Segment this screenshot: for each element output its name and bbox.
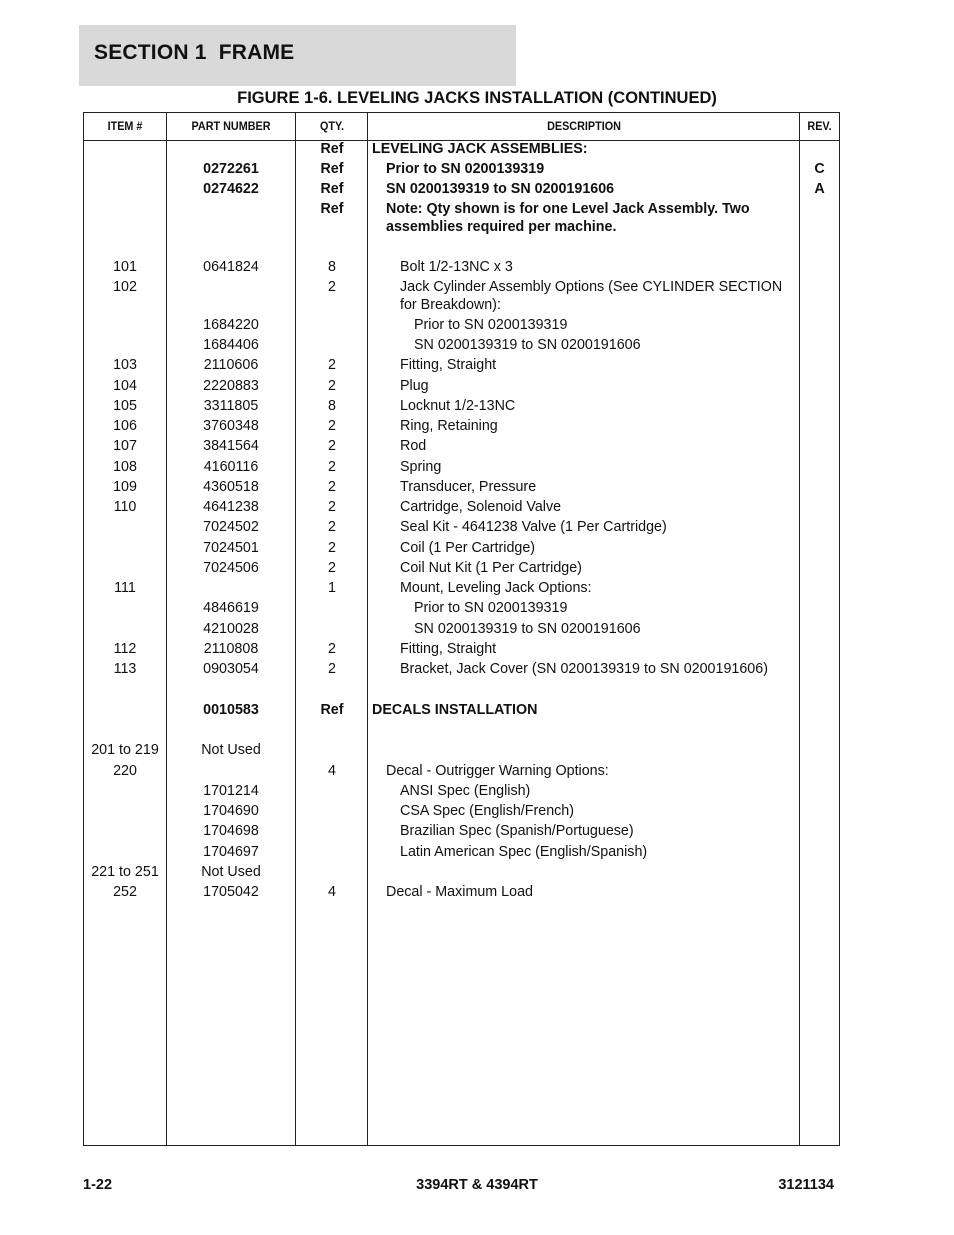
item-number: 103 (113, 357, 137, 373)
description: LEVELING JACK ASSEMBLIES: (372, 141, 588, 157)
item-number: 108 (113, 459, 137, 475)
part-number: 1704697 (203, 844, 259, 860)
description: Seal Kit - 4641238 Valve (1 Per Cartridge) (400, 519, 667, 535)
description: Prior to SN 0200139319 (386, 161, 545, 177)
document-number: 3121134 (778, 1177, 834, 1193)
part-number: 0010583 (203, 702, 259, 718)
part-number: 1704698 (203, 823, 259, 839)
item-number: 112 (113, 641, 137, 657)
part-number: Not Used (201, 864, 261, 880)
item-number: 107 (113, 438, 137, 454)
parts-table (83, 112, 840, 1146)
part-number: 7024506 (203, 560, 259, 576)
header-rev: REV. (807, 119, 832, 133)
description: Bolt 1/2-13NC x 3 (400, 259, 513, 275)
section-header (79, 25, 516, 86)
part-number: 1704690 (203, 803, 259, 819)
item-number: 110 (113, 499, 137, 515)
description: Note: Qty shown is for one Level Jack Assembly. Two assemblies required per machine. (386, 201, 750, 235)
quantity: Ref (320, 161, 344, 177)
quantity: 2 (328, 378, 336, 394)
description: SN 0200139319 to SN 0200191606 (414, 621, 641, 637)
quantity: 2 (328, 540, 336, 556)
column-divider (799, 113, 800, 1145)
description: Cartridge, Solenoid Valve (400, 499, 562, 515)
description: Latin American Spec (English/Spanish) (400, 844, 648, 860)
description: Rod (400, 438, 427, 454)
item-number: 252 (113, 884, 137, 900)
description: CSA Spec (English/French) (400, 803, 575, 819)
item-number: 105 (113, 398, 137, 414)
item-number: 102 (113, 279, 137, 295)
description: DECALS INSTALLATION (372, 702, 538, 718)
quantity: 2 (328, 519, 336, 535)
header-qty: QTY. (319, 119, 344, 133)
description: SN 0200139319 to SN 0200191606 (386, 181, 615, 197)
description: Decal - Maximum Load (386, 884, 533, 900)
part-number: 7024501 (203, 540, 259, 556)
part-number: 4360518 (203, 479, 259, 495)
part-number: 4641238 (203, 499, 259, 515)
part-number: 2220883 (203, 378, 259, 394)
part-number: 0272261 (203, 161, 259, 177)
part-number: 1701214 (203, 783, 259, 799)
page-number: 1-22 (83, 1177, 113, 1193)
quantity: 2 (328, 438, 336, 454)
part-number: 1684406 (203, 337, 259, 353)
quantity: 1 (328, 580, 336, 596)
description: Coil (1 Per Cartridge) (400, 540, 536, 556)
figure-title: FIGURE 1-6. LEVELING JACKS INSTALLATION (CONTINUED) (237, 89, 717, 107)
quantity: 2 (328, 418, 336, 434)
model-name: 3394RT & 4394RT (416, 1177, 538, 1193)
revision: A (814, 181, 825, 197)
item-number: 101 (113, 259, 137, 275)
description: Plug (400, 378, 429, 394)
part-number: 2110606 (203, 357, 259, 373)
description: Locknut 1/2-13NC (400, 398, 516, 414)
item-number: 106 (113, 418, 137, 434)
section-title: SECTION 1 FRAME (94, 41, 295, 64)
part-number: 4210028 (203, 621, 259, 637)
quantity: 4 (328, 763, 336, 779)
revision: C (814, 161, 825, 177)
description: Bracket, Jack Cover (SN 0200139319 to SN 0200191606) (400, 661, 768, 677)
quantity: Ref (320, 702, 344, 718)
part-number: 3841564 (203, 438, 259, 454)
header-description: DESCRIPTION (547, 119, 621, 133)
part-number: 1705042 (203, 884, 259, 900)
item-number: 201 to 219 (91, 742, 159, 758)
description: Fitting, Straight (400, 357, 497, 373)
part-number: 0274622 (203, 181, 259, 197)
quantity: Ref (320, 141, 344, 157)
part-number: 7024502 (203, 519, 259, 535)
quantity: 2 (328, 459, 336, 475)
description: Fitting, Straight (400, 641, 497, 657)
part-number: 4160116 (203, 459, 259, 475)
quantity: 2 (328, 479, 336, 495)
quantity: 2 (328, 499, 336, 515)
header-part-number: PART NUMBER (191, 119, 271, 133)
part-number: 0641824 (203, 259, 259, 275)
item-number: 113 (113, 661, 137, 677)
part-number: Not Used (201, 742, 261, 758)
part-number: 2110808 (203, 641, 259, 657)
part-number: 3311805 (203, 398, 259, 414)
description: Prior to SN 0200139319 (414, 600, 568, 616)
description: SN 0200139319 to SN 0200191606 (414, 337, 641, 353)
description: Jack Cylinder Assembly Options (See CYLINDER SECTION for Breakdown): (400, 279, 783, 313)
part-number: 4846619 (203, 600, 259, 616)
part-number: 1684220 (203, 317, 259, 333)
part-number: 3760348 (203, 418, 259, 434)
quantity: Ref (320, 201, 344, 217)
quantity: 2 (328, 279, 336, 295)
quantity: Ref (320, 181, 344, 197)
item-number: 104 (113, 378, 137, 394)
quantity: 2 (328, 641, 336, 657)
header-item: ITEM # (107, 119, 143, 133)
part-number: 0903054 (203, 661, 259, 677)
quantity: 2 (328, 560, 336, 576)
description: Spring (400, 459, 442, 475)
description: ANSI Spec (English) (400, 783, 531, 799)
quantity: 8 (328, 259, 336, 275)
description: Prior to SN 0200139319 (414, 317, 568, 333)
quantity: 4 (328, 884, 336, 900)
description: Ring, Retaining (400, 418, 498, 434)
quantity: 2 (328, 357, 336, 373)
description: Mount, Leveling Jack Options: (400, 580, 592, 596)
item-number: 220 (113, 763, 137, 779)
quantity: 2 (328, 661, 336, 677)
item-number: 221 to 251 (91, 864, 159, 880)
description: Brazilian Spec (Spanish/Portuguese) (400, 823, 634, 839)
quantity: 8 (328, 398, 336, 414)
item-number: 111 (114, 580, 136, 596)
description: Transducer, Pressure (400, 479, 537, 495)
item-number: 109 (113, 479, 137, 495)
description: Decal - Outrigger Warning Options: (386, 763, 609, 779)
description: Coil Nut Kit (1 Per Cartridge) (400, 560, 582, 576)
